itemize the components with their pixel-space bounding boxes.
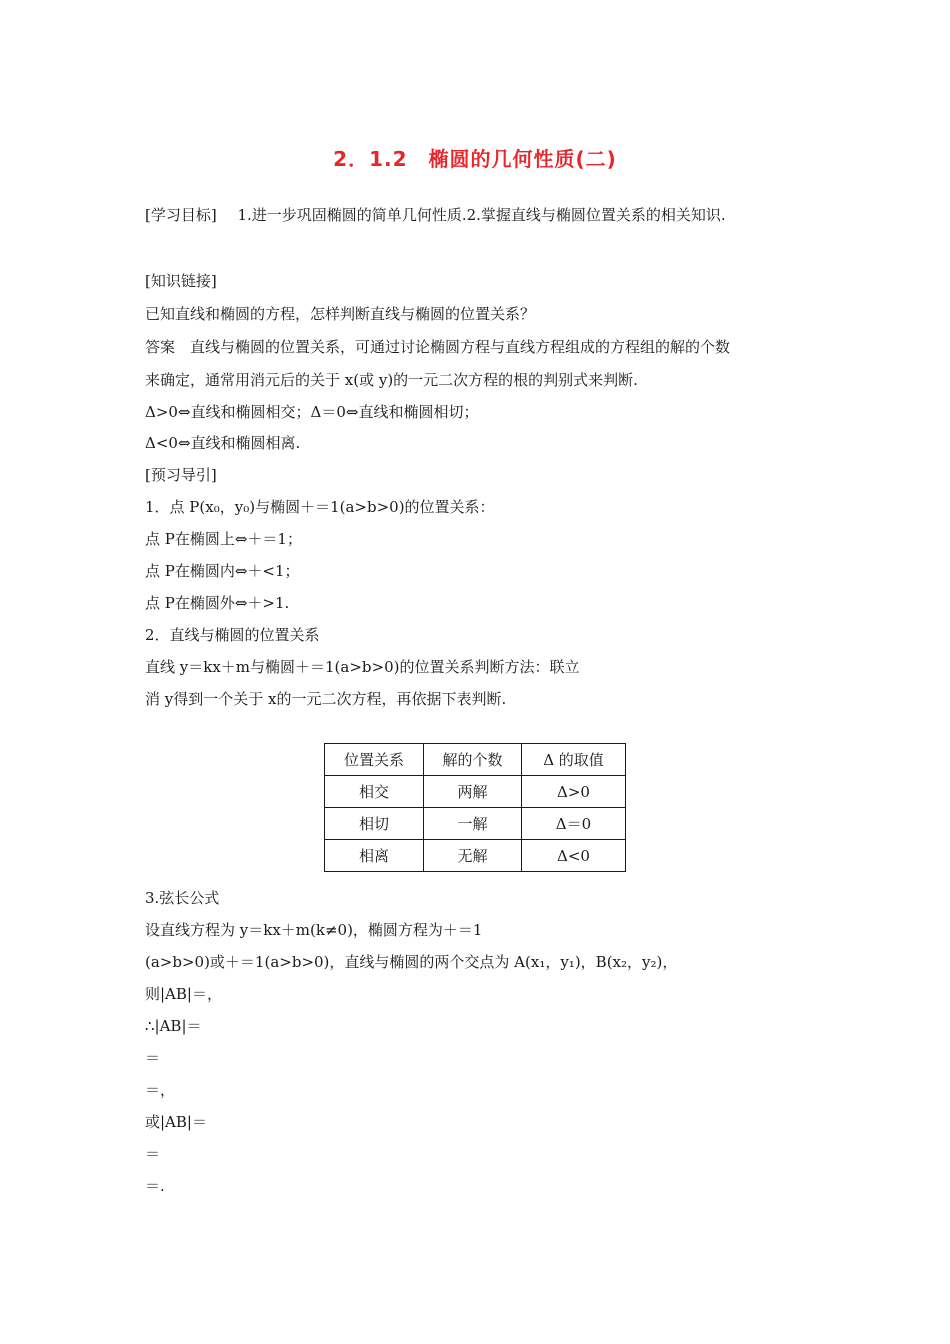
chord-setup-2: (a>b>0)或＋＝1(a>b>0)，直线与椭圆的两个交点为 A(x₁，y₁)，B(x₂，y₂)， bbox=[145, 953, 678, 971]
chord-formula-2: ∴|AB|＝ bbox=[145, 1017, 202, 1035]
chord-formula-1: 则|AB|＝， bbox=[145, 985, 222, 1003]
chord-formula-5: 或|AB|＝ bbox=[145, 1113, 207, 1131]
table-cell: 一解 bbox=[424, 808, 522, 840]
table-cell: 相交 bbox=[325, 776, 424, 808]
chord-formula-6: ＝ bbox=[145, 1145, 161, 1163]
table-row bbox=[325, 776, 626, 808]
table-row bbox=[325, 808, 626, 840]
table-header-cell: Δ 的取值 bbox=[522, 744, 626, 776]
chord-formula-3: ＝ bbox=[145, 1049, 161, 1067]
point-relation-title: 1．点 P(x₀，y₀)与椭圆＋＝1(a>b>0)的位置关系： bbox=[145, 498, 495, 516]
table-cell: 相切 bbox=[325, 808, 424, 840]
learning-goals bbox=[145, 205, 726, 225]
learning-goals-tag: [学习目标] bbox=[145, 206, 217, 224]
table-header-row bbox=[325, 744, 626, 776]
line-relation-method-2: 消 y得到一个关于 x的一元二次方程，再依据下表判断. bbox=[145, 690, 507, 708]
chord-length-title: 3.弦长公式 bbox=[145, 889, 220, 907]
line-relation-method: 直线 y＝kx＋m与椭圆＋＝1(a>b>0)的位置关系判断方法：联立 bbox=[145, 658, 580, 676]
point-inside-ellipse: 点 P在椭圆内⇔＋<1； bbox=[145, 562, 300, 580]
point-outside-ellipse: 点 P在椭圆外⇔＋>1. bbox=[145, 594, 290, 612]
answer-line-1: 答案 直线与椭圆的位置关系，可通过讨论椭圆方程与直线方程组成的方程组的解的个数 bbox=[145, 338, 731, 356]
relation-table bbox=[324, 743, 626, 872]
answer-line-2: 来确定，通常用消元后的关于 x(或 y)的一元二次方程的根的判别式来判断. bbox=[145, 371, 638, 389]
page-title: 2．1.2 椭圆的几何性质(二) bbox=[333, 147, 617, 171]
learning-goals-text: 1.进一步巩固椭圆的简单几何性质.2.掌握直线与椭圆位置关系的相关知识. bbox=[237, 206, 726, 224]
chord-setup-1: 设直线方程为 y＝kx＋m(k≠0)，椭圆方程为＋＝1 bbox=[145, 921, 483, 939]
chord-formula-4: ＝， bbox=[145, 1081, 176, 1099]
table-cell: 无解 bbox=[424, 840, 522, 872]
point-on-ellipse: 点 P在椭圆上⇔＋＝1； bbox=[145, 530, 302, 548]
table-row bbox=[325, 840, 626, 872]
table-cell: 相离 bbox=[325, 840, 424, 872]
preview-heading: [预习导引] bbox=[145, 466, 217, 484]
table-header-cell: 位置关系 bbox=[325, 744, 424, 776]
chord-formula-7: ＝. bbox=[145, 1177, 165, 1195]
line-relation-title: 2．直线与椭圆的位置关系 bbox=[145, 626, 320, 644]
knowledge-link-heading: [知识链接] bbox=[145, 272, 217, 290]
table-header-cell: 解的个数 bbox=[424, 744, 522, 776]
delta-line-2: Δ<0⇔直线和椭圆相离. bbox=[145, 434, 301, 452]
table-cell: Δ＝0 bbox=[522, 808, 626, 840]
delta-line-1: Δ>0⇔直线和椭圆相交；Δ＝0⇔直线和椭圆相切； bbox=[145, 403, 479, 421]
table-cell: Δ>0 bbox=[522, 776, 626, 808]
question-text: 已知直线和椭圆的方程，怎样判断直线与椭圆的位置关系？ bbox=[145, 305, 536, 323]
table-cell: Δ<0 bbox=[522, 840, 626, 872]
table-cell: 两解 bbox=[424, 776, 522, 808]
